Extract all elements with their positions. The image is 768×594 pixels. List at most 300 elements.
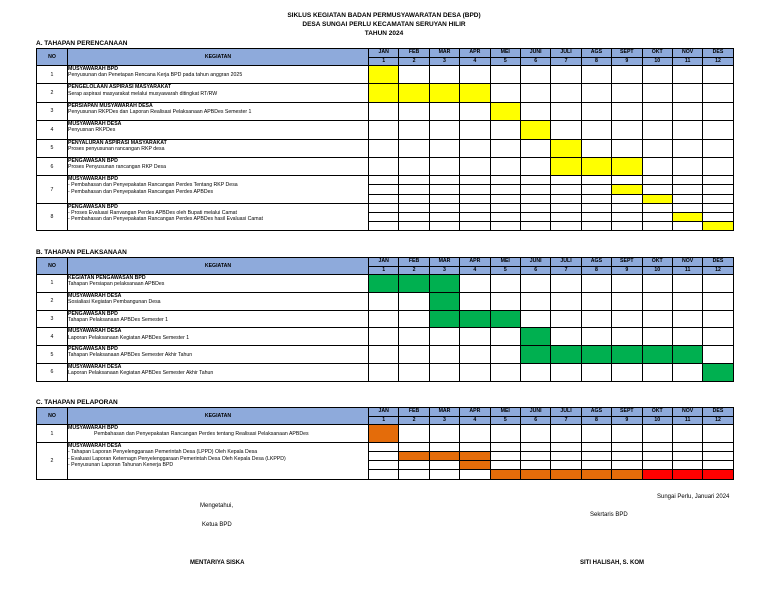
gantt-cell [369, 292, 399, 310]
gantt-cell [520, 443, 550, 452]
month-number: 7 [551, 416, 581, 425]
gantt-cell [429, 176, 459, 185]
gantt-cell [642, 84, 672, 102]
month-header: APR [460, 49, 490, 58]
gantt-cell [520, 194, 550, 203]
gantt-cell [369, 470, 399, 479]
gantt-cell [581, 470, 611, 479]
gantt-cell [399, 185, 429, 194]
gantt-cell [672, 310, 702, 328]
activity-detail: Penyusnan RKPDes [68, 127, 116, 134]
month-header: MAR [429, 49, 459, 58]
gantt-cell [429, 194, 459, 203]
gantt-cell [612, 194, 642, 203]
gantt-cell [672, 470, 702, 479]
month-number: 5 [490, 416, 520, 425]
sekretaris-name: SITI HALISAH, S. KOM [580, 560, 645, 566]
gantt-cell [369, 275, 399, 293]
gantt-cell [703, 292, 733, 310]
gantt-cell [490, 176, 520, 185]
gantt-cell [429, 425, 459, 443]
table-row [37, 157, 734, 166]
month-header: JAN [369, 408, 399, 417]
month-number: 11 [672, 57, 702, 66]
gantt-cell [369, 461, 399, 470]
gantt-cell [581, 213, 611, 222]
gantt-cell [490, 102, 520, 120]
gantt-cell [520, 470, 550, 479]
gantt-cell [612, 139, 642, 157]
activity-detail: Laporan Pelaksanaan Kegiatan APBDes Semester 1 [68, 334, 190, 341]
month-number: 10 [642, 266, 672, 275]
gantt-cell [460, 346, 490, 364]
month-header: JAN [369, 258, 399, 267]
activity-detail: Tahapan Persiapan pelaksanaan APBDes [68, 281, 165, 288]
activity-heading: PENGAWASAN BPD [68, 346, 118, 353]
row-number: 7 [37, 176, 68, 204]
activity-cell [68, 121, 369, 139]
gantt-cell [490, 139, 520, 157]
activity-heading: MUSYAWARAH DESA [68, 363, 122, 370]
gantt-cell [490, 363, 520, 381]
activity-cell [68, 346, 369, 364]
gantt-cell [642, 470, 672, 479]
gantt-cell [520, 84, 550, 102]
gantt-cell [612, 185, 642, 194]
gantt-cell [672, 213, 702, 222]
gantt-cell [581, 346, 611, 364]
gantt-cell [520, 461, 550, 470]
gantt-cell [703, 157, 733, 175]
month-number: 9 [612, 57, 642, 66]
gantt-cell [490, 121, 520, 139]
gantt-cell [490, 470, 520, 479]
month-number: 12 [703, 266, 733, 275]
gantt-cell [520, 102, 550, 120]
activity-heading: MUSYAWARAH BPD [68, 425, 118, 431]
gantt-cell [429, 157, 459, 175]
gantt-cell [612, 121, 642, 139]
gantt-cell [612, 176, 642, 185]
gantt-cell [399, 452, 429, 461]
gantt-cell [429, 222, 459, 231]
month-header: FEB [399, 49, 429, 58]
gantt-cell [551, 452, 581, 461]
activity-cell [68, 425, 369, 443]
month-number: 2 [399, 266, 429, 275]
gantt-cell [551, 443, 581, 452]
row-number: 3 [37, 102, 68, 120]
activity-detail: - Tahapan Laporan Penyelenggaraan Pemerintah Desa (LPPD) Oleh Kepala Desa [68, 449, 258, 456]
month-header: JUNI [520, 258, 550, 267]
gantt-cell [520, 346, 550, 364]
gantt-cell [369, 203, 399, 212]
activity-detail: Penyusunan dan Penetapan Rencana Kerja BPD pada tahun anggran 2025 [68, 72, 243, 79]
gantt-cell [399, 346, 429, 364]
gantt-cell [581, 328, 611, 346]
gantt-cell [703, 425, 733, 443]
gantt-cell [581, 102, 611, 120]
gantt-cell [490, 185, 520, 194]
activity-heading: MUSYAWARAH DESA [68, 443, 122, 450]
activity-heading: KEGIATAN PENGAWASAN BPD [68, 275, 146, 281]
gantt-cell [369, 443, 399, 452]
section-a-title: A. TAHAPAN PERENCANAAN [36, 40, 128, 47]
doc-title-1: SIKLUS KEGIATAN BADAN PERMUSYAWARATAN DESA (BPD) [287, 12, 481, 19]
gantt-cell [703, 185, 733, 194]
table-row [37, 328, 734, 337]
gantt-cell [612, 102, 642, 120]
month-header: MEI [490, 408, 520, 417]
gantt-cell [369, 176, 399, 185]
gantt-cell [581, 84, 611, 102]
col-header-no: NO [37, 408, 68, 425]
gantt-cell [551, 121, 581, 139]
gantt-cell [369, 157, 399, 175]
activity-detail: - Evaluasi Laporan Keternagn Penyelenggaraan Pemerintah Desa Oleh Kepala Desa (LKPPD) [68, 455, 286, 462]
gantt-cell [703, 203, 733, 212]
gantt-cell [612, 470, 642, 479]
month-header: FEB [399, 258, 429, 267]
month-number: 8 [581, 57, 611, 66]
gantt-cell [581, 194, 611, 203]
month-header: MAR [429, 408, 459, 417]
gantt-cell [581, 461, 611, 470]
activity-detail: Proses penyusunan rancangan RKP desa [68, 145, 165, 152]
month-number: 4 [460, 266, 490, 275]
gantt-cell [612, 310, 642, 328]
gantt-cell [642, 363, 672, 381]
gantt-cell [490, 275, 520, 293]
place-date: Sungai Perlu, Januari 2024 [657, 494, 730, 500]
activity-heading: PERSIAPAN MUSYAWARAH DESA [68, 102, 153, 109]
gantt-cell [399, 275, 429, 293]
gantt-cell [399, 121, 429, 139]
gantt-cell [429, 275, 459, 293]
activity-detail: - Pembahasan dan Penyepakatan Rancangan Perdes APBDes hasil Evaluasi Camat [68, 216, 263, 223]
gantt-cell [429, 346, 459, 364]
gantt-cell [642, 213, 672, 222]
activity-cell [68, 203, 369, 231]
gantt-cell [642, 194, 672, 203]
gantt-cell [490, 328, 520, 346]
gantt-cell [551, 346, 581, 364]
gantt-cell [369, 213, 399, 222]
gantt-cell [460, 139, 490, 157]
activity-detail: Tahapan Pelaksanaan APBDes Semester 1 [68, 316, 169, 323]
gantt-cell [672, 328, 702, 346]
month-number: 3 [429, 266, 459, 275]
activity-cell [68, 328, 369, 346]
row-number: 2 [37, 292, 68, 310]
gantt-cell [642, 157, 672, 175]
activity-heading: PENGAWASAN BPD [68, 310, 118, 317]
gantt-cell [672, 121, 702, 139]
table-row [37, 292, 734, 301]
month-header: FEB [399, 408, 429, 417]
gantt-cell [642, 443, 672, 452]
gantt-cell [551, 102, 581, 120]
gantt-cell [672, 157, 702, 175]
gantt-cell [520, 213, 550, 222]
gantt-cell [399, 425, 429, 443]
gantt-cell [642, 425, 672, 443]
gantt-cell [490, 452, 520, 461]
gantt-cell [520, 222, 550, 231]
table-row [37, 66, 734, 75]
month-header: JULI [551, 408, 581, 417]
gantt-cell [581, 157, 611, 175]
gantt-cell [642, 185, 672, 194]
gantt-cell [581, 176, 611, 185]
month-header: AGS [581, 49, 611, 58]
activity-detail: Proses Penyusunan rancangan RKP Desa [68, 164, 166, 171]
month-number: 2 [399, 57, 429, 66]
gantt-cell [460, 461, 490, 470]
gantt-cell [581, 121, 611, 139]
activity-cell [68, 292, 369, 310]
row-number: 2 [37, 84, 68, 102]
month-number: 2 [399, 416, 429, 425]
gantt-cell [672, 185, 702, 194]
gantt-cell [581, 292, 611, 310]
month-header: NOV [672, 258, 702, 267]
row-number: 8 [37, 203, 68, 231]
gantt-cell [429, 84, 459, 102]
gantt-cell [460, 121, 490, 139]
gantt-cell [490, 157, 520, 175]
gantt-cell [672, 292, 702, 310]
gantt-cell [520, 452, 550, 461]
activity-detail: Serap aspirasi masyarakat melalui musyawarah ditingkat RT/RW [68, 90, 218, 97]
gantt-cell [460, 292, 490, 310]
gantt-cell [369, 139, 399, 157]
month-header: MAR [429, 258, 459, 267]
gantt-cell [460, 66, 490, 84]
gantt-cell [703, 222, 733, 231]
gantt-cell [551, 425, 581, 443]
gantt-cell [399, 222, 429, 231]
activity-cell [68, 363, 369, 381]
gantt-cell [612, 425, 642, 443]
gantt-cell [612, 461, 642, 470]
gantt-cell [429, 121, 459, 139]
gantt-cell [612, 275, 642, 293]
gantt-cell [520, 203, 550, 212]
col-header-kegiatan: KEGIATAN [68, 49, 369, 66]
gantt-cell [581, 452, 611, 461]
gantt-cell [460, 328, 490, 346]
gantt-cell [551, 213, 581, 222]
month-header: JAN [369, 49, 399, 58]
gantt-cell [429, 203, 459, 212]
gantt-cell [520, 310, 550, 328]
gantt-cell [551, 470, 581, 479]
gantt-cell [703, 194, 733, 203]
month-header: SEPT [612, 258, 642, 267]
gantt-cell [520, 176, 550, 185]
activity-detail: - Penyusunan Laporan Tahunan Kenerja BPD [68, 461, 174, 468]
gantt-cell [703, 84, 733, 102]
table-row [37, 346, 734, 355]
gantt-cell [490, 84, 520, 102]
gantt-cell [460, 443, 490, 452]
activity-cell [68, 84, 369, 102]
month-number: 8 [581, 266, 611, 275]
gantt-cell [399, 310, 429, 328]
row-number: 5 [37, 139, 68, 157]
gantt-cell [642, 222, 672, 231]
month-header: OKT [642, 49, 672, 58]
gantt-cell [520, 157, 550, 175]
month-header: MEI [490, 49, 520, 58]
gantt-cell [703, 363, 733, 381]
gantt-cell [703, 346, 733, 364]
month-number: 11 [672, 416, 702, 425]
col-header-no: NO [37, 258, 68, 275]
activity-heading: MUSYAWARAH DESA [68, 292, 122, 299]
gantt-cell [642, 139, 672, 157]
gantt-cell [612, 222, 642, 231]
activity-heading: PENGAWASAN BPD [68, 157, 118, 164]
month-header: JUNI [520, 49, 550, 58]
gantt-cell [672, 443, 702, 452]
gantt-cell [429, 310, 459, 328]
month-number: 12 [703, 57, 733, 66]
gantt-cell [703, 66, 733, 84]
gantt-cell [672, 66, 702, 84]
gantt-cell [490, 443, 520, 452]
row-number: 5 [37, 346, 68, 364]
month-number: 1 [369, 416, 399, 425]
gantt-cell [581, 139, 611, 157]
gantt-cell [551, 66, 581, 84]
gantt-cell [612, 203, 642, 212]
gantt-cell [399, 292, 429, 310]
row-number: 2 [37, 443, 68, 479]
month-number: 5 [490, 57, 520, 66]
gantt-cell [703, 452, 733, 461]
activity-detail: Pembahasan dan Penyepakatan Rancangan Perdes tentang Realisasi Pelaksanaan APBDes [94, 431, 309, 438]
gantt-cell [672, 363, 702, 381]
gantt-cell [369, 346, 399, 364]
gantt-cell [460, 452, 490, 461]
month-number: 4 [460, 57, 490, 66]
month-header: JUNI [520, 408, 550, 417]
activity-heading: PENGELOLAAN ASPIRASI MASYARAKAT [68, 84, 171, 91]
gantt-cell [460, 275, 490, 293]
gantt-cell [703, 213, 733, 222]
gantt-cell [612, 157, 642, 175]
gantt-cell [490, 310, 520, 328]
gantt-cell [399, 102, 429, 120]
gantt-cell [551, 139, 581, 157]
col-header-kegiatan: KEGIATAN [68, 258, 369, 275]
gantt-cell [399, 328, 429, 346]
row-number: 4 [37, 328, 68, 346]
gantt-cell [703, 461, 733, 470]
gantt-cell [399, 176, 429, 185]
col-header-no: NO [37, 49, 68, 66]
table-row [37, 443, 734, 452]
gantt-cell [399, 157, 429, 175]
gantt-cell [369, 84, 399, 102]
gantt-cell [429, 452, 459, 461]
gantt-cell [612, 363, 642, 381]
activity-detail: - Pembahasan dan Penyepakatan Rancangan Perdes Tentang RKP Desa [68, 182, 238, 189]
doc-title-3: TAHUN 2024 [364, 30, 404, 37]
activity-heading: MUSYAWARAH BPD [68, 66, 118, 72]
gantt-cell [642, 66, 672, 84]
gantt-cell [672, 222, 702, 231]
gantt-cell [703, 121, 733, 139]
gantt-cell [460, 213, 490, 222]
table-row [37, 84, 734, 93]
section-a-table [36, 48, 734, 231]
month-number: 9 [612, 416, 642, 425]
gantt-cell [520, 292, 550, 310]
table-row [37, 363, 734, 372]
gantt-cell [460, 310, 490, 328]
activity-detail: - Proses Evaluasi Ranvangan Perdes APBDes oleh Bupati melalui Camat [68, 210, 237, 217]
gantt-cell [672, 139, 702, 157]
month-header: AGS [581, 408, 611, 417]
gantt-cell [703, 176, 733, 185]
gantt-cell [399, 443, 429, 452]
activity-cell [68, 157, 369, 175]
month-header: SEPT [612, 49, 642, 58]
gantt-cell [460, 203, 490, 212]
gantt-cell [399, 203, 429, 212]
gantt-cell [490, 292, 520, 310]
gantt-cell [581, 425, 611, 443]
month-header: JULI [551, 258, 581, 267]
activity-detail: Tahapan Pelaksanaan APBDes Semester Akhir Tahun [68, 352, 193, 359]
gantt-cell [369, 328, 399, 346]
activity-heading: MUSYAWARAH BPD [68, 176, 118, 183]
gantt-cell [429, 102, 459, 120]
gantt-cell [399, 363, 429, 381]
gantt-cell [460, 222, 490, 231]
activity-cell [68, 176, 369, 204]
gantt-cell [460, 194, 490, 203]
activity-cell [68, 310, 369, 328]
gantt-cell [612, 328, 642, 346]
row-number: 3 [37, 310, 68, 328]
gantt-cell [399, 84, 429, 102]
gantt-cell [460, 102, 490, 120]
month-header: APR [460, 408, 490, 417]
month-number: 6 [520, 57, 550, 66]
gantt-cell [703, 275, 733, 293]
table-row [37, 203, 734, 212]
gantt-cell [703, 443, 733, 452]
gantt-cell [581, 310, 611, 328]
gantt-cell [612, 213, 642, 222]
gantt-cell [520, 121, 550, 139]
section-c-title: C. TAHAPAN PELAPORAN [36, 399, 118, 406]
gantt-cell [672, 425, 702, 443]
gantt-cell [429, 443, 459, 452]
row-number: 4 [37, 121, 68, 139]
gantt-cell [369, 121, 399, 139]
gantt-cell [429, 66, 459, 84]
activity-heading: MUSYAWARAH DESA [68, 328, 122, 335]
gantt-cell [399, 139, 429, 157]
section-c-table [36, 407, 734, 480]
gantt-cell [520, 185, 550, 194]
gantt-cell [429, 185, 459, 194]
